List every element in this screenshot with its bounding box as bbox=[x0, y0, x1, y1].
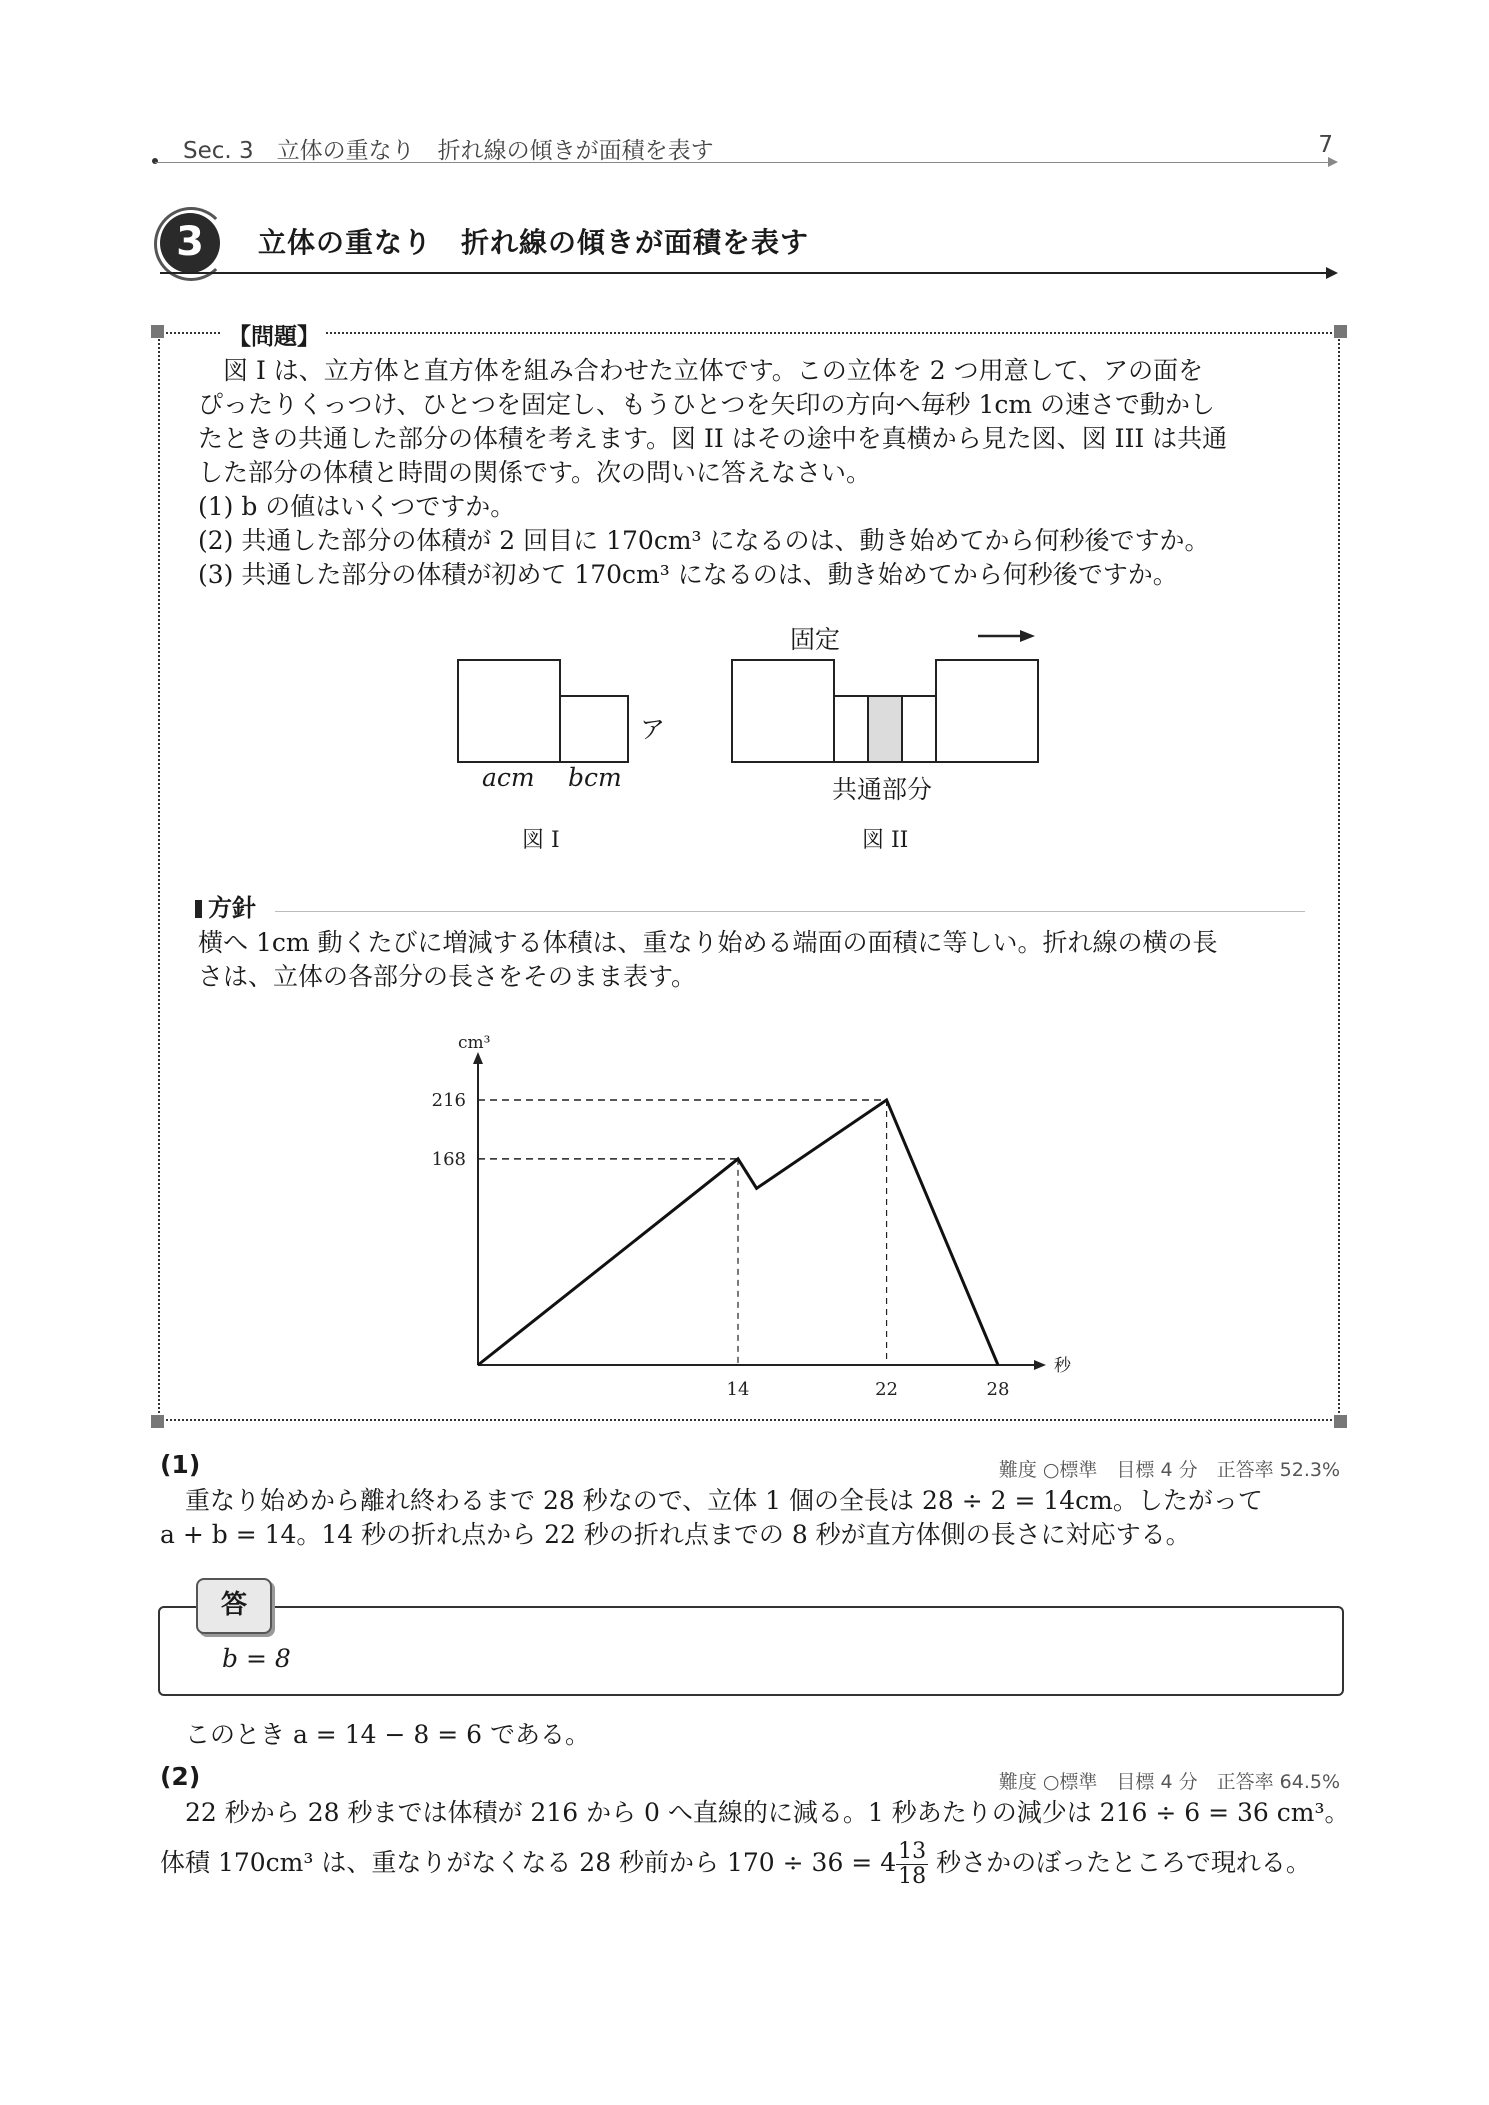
label-common-part: 共通部分 bbox=[832, 775, 933, 804]
y-tick-label: 216 bbox=[431, 1090, 466, 1111]
title-arrow-icon bbox=[1326, 267, 1338, 279]
solution-2-line-2-post: 秒さかのぼったところで現れる。 bbox=[928, 1848, 1311, 1877]
solution-1-number: (1) bbox=[160, 1450, 201, 1479]
header-arrow-icon bbox=[1328, 157, 1338, 167]
solution-2-line-2 bbox=[160, 1840, 1350, 1889]
label-face-a: ア bbox=[640, 715, 666, 744]
solution-2-meta: 難度 ○標準 目標 4 分 正答率 64.5% bbox=[998, 1771, 1340, 1793]
x-axis-arrow-icon bbox=[1034, 1360, 1046, 1370]
fixed-cube-shape bbox=[732, 660, 834, 762]
section-title: 立体の重なり 折れ線の傾きが面積を表す bbox=[258, 226, 810, 259]
x-tick-label: 22 bbox=[875, 1379, 899, 1400]
data-point bbox=[478, 1365, 479, 1366]
x-tick-label: 14 bbox=[726, 1379, 750, 1400]
x-axis-label: 秒 bbox=[1054, 1356, 1071, 1376]
header-rule bbox=[155, 162, 1335, 163]
solution-1-line: 重なり始めから離れ終わるまで 28 秒なので、立体 1 個の全長は 28 ÷ 2 = 14cm。したがって bbox=[160, 1486, 1263, 1515]
answer-box bbox=[158, 1606, 1344, 1696]
solution-1-text bbox=[160, 1484, 1340, 1552]
hoshin-line-text: さは、立体の各部分の長さをそのまま表す。 bbox=[198, 962, 697, 991]
section-title-rule bbox=[160, 272, 1330, 274]
solution-2-line-1: 22 秒から 28 秒までは体積が 216 から 0 へ直線的に減る。1 秒あたりの減少は 216 ÷ 6 = 36 cm³。 bbox=[160, 1798, 1350, 1827]
data-point bbox=[886, 1100, 887, 1101]
moving-cube-shape bbox=[936, 660, 1038, 762]
fraction-numerator: 13 bbox=[898, 1839, 927, 1864]
solution-2-line-2-pre: 体積 170cm³ は、重なりがなくなる 28 秒前から 170 ÷ 36 = 4 bbox=[160, 1848, 897, 1877]
question-3: (3) 共通した部分の体積が初めて 170cm³ になるのは、動き始めてから何秒後ですか。 bbox=[198, 560, 1178, 589]
question-1: (1) b の値はいくつですか。 bbox=[198, 492, 516, 521]
solution-1-line: a + b = 14。14 秒の折れ点から 22 秒の折れ点までの 8 秒が直方体側の長さに対応する。 bbox=[160, 1520, 1191, 1549]
answer-label: 答 bbox=[196, 1578, 272, 1634]
fixed-cuboid-shape bbox=[834, 696, 868, 762]
figure-1-caption: 図 I bbox=[522, 828, 560, 853]
hoshin-text bbox=[198, 926, 1308, 994]
problem-line: ぴったりくっつけ、ひとつを固定し、もうひとつを矢印の方向へ毎秒 1cm の速さで動かし bbox=[198, 390, 1216, 419]
hoshin-heading: 方針 bbox=[195, 888, 256, 923]
header-dot bbox=[152, 158, 158, 164]
heading-bar-icon bbox=[195, 900, 202, 918]
header-section-text: Sec. 3 立体の重なり 折れ線の傾きが面積を表す bbox=[183, 138, 714, 164]
solution-2-number: (2) bbox=[160, 1762, 201, 1791]
problem-label: 【問題】 bbox=[222, 318, 326, 351]
answer-value: b = 8 bbox=[222, 1644, 291, 1673]
page-number: 7 bbox=[1318, 132, 1333, 158]
label-fixed: 固定 bbox=[790, 625, 841, 654]
data-point bbox=[756, 1188, 757, 1189]
y-tick-label: 168 bbox=[431, 1148, 466, 1170]
running-header bbox=[183, 132, 1333, 162]
cube-shape bbox=[458, 660, 560, 762]
x-tick-label: 28 bbox=[986, 1379, 1010, 1400]
hoshin-line-text: 横へ 1cm 動くたびに増減する体積は、重なり始める端面の面積に等しい。折れ線の横の長 bbox=[198, 928, 1218, 957]
problem-line: 図 I は、立方体と直方体を組み合わせた立体です。この立体を 2 つ用意して、アの面を bbox=[198, 356, 1204, 385]
cuboid-shape bbox=[560, 696, 628, 762]
problem-line: した部分の体積と時間の関係です。次の問いに答えなさい。 bbox=[198, 458, 872, 487]
hoshin-rule bbox=[275, 911, 1305, 912]
fraction bbox=[896, 1840, 928, 1889]
problem-text bbox=[198, 354, 1308, 592]
label-b: bcm bbox=[568, 763, 622, 792]
question-2: (2) 共通した部分の体積が 2 回目に 170cm³ になるのは、動き始めてから何秒後ですか。 bbox=[198, 526, 1210, 555]
y-axis-label: cm³ bbox=[458, 1033, 491, 1053]
common-part-shape bbox=[868, 696, 902, 762]
data-point bbox=[738, 1158, 739, 1159]
moving-cuboid-shape bbox=[902, 696, 936, 762]
figure-2-caption: 図 II bbox=[862, 828, 909, 853]
label-a: acm bbox=[482, 763, 535, 792]
data-point bbox=[998, 1365, 999, 1366]
solution-1-after: このとき a = 14 − 8 = 6 である。 bbox=[160, 1720, 590, 1749]
problem-line: たときの共通した部分の体積を考えます。図 II はその途中を真横から見た図、図 III は共通 bbox=[198, 424, 1228, 453]
y-axis-arrow-icon bbox=[473, 1052, 483, 1064]
solution-1-meta: 難度 ○標準 目標 4 分 正答率 52.3% bbox=[998, 1459, 1340, 1481]
volume-time-chart bbox=[420, 1020, 1120, 1400]
fraction-denominator: 18 bbox=[898, 1864, 927, 1889]
section-number-badge: 3 bbox=[160, 213, 220, 273]
